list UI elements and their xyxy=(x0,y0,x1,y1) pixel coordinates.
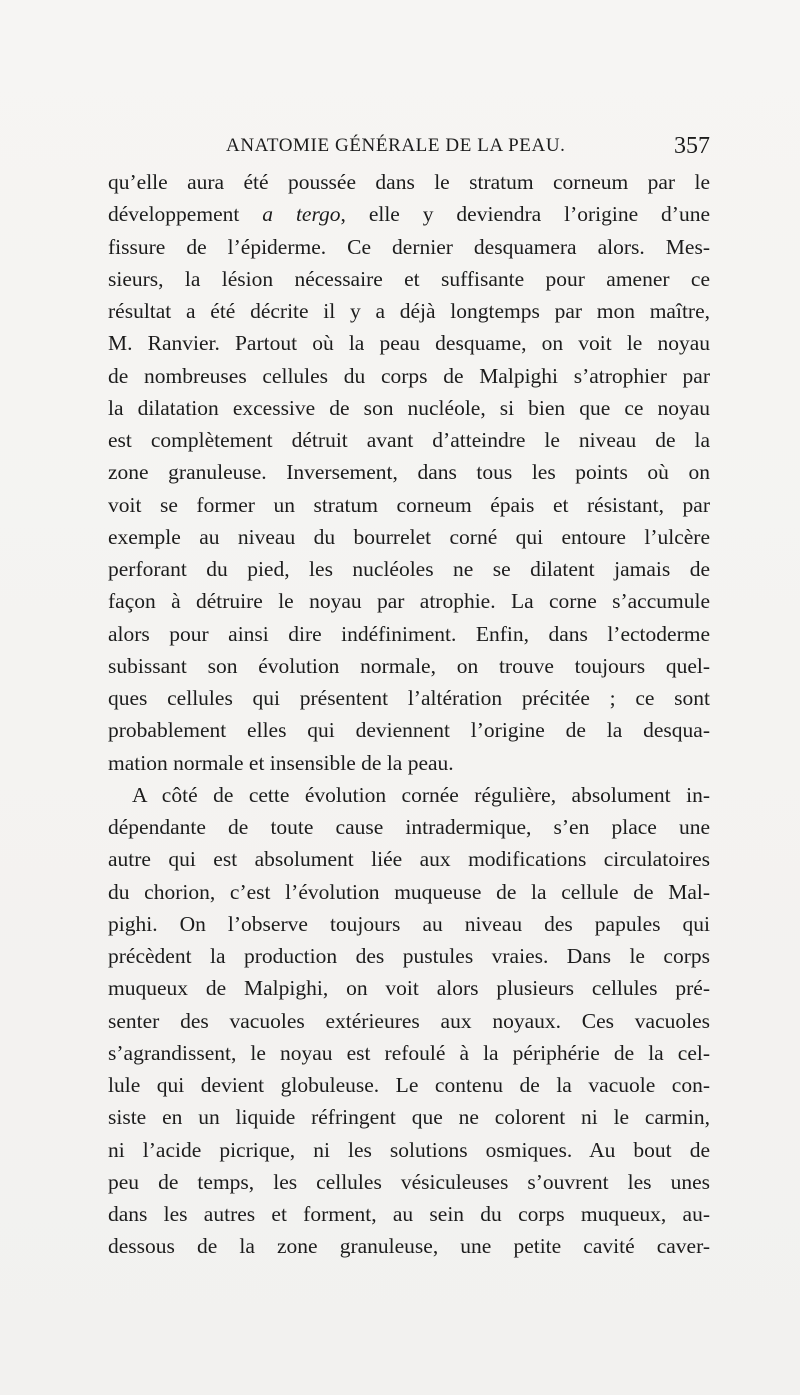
text-line: muqueux de Malpighi, on voit alors plusieurs cellules pré- xyxy=(108,976,710,1001)
text-line: senter des vacuoles extérieures aux noyaux. Ces vacuoles xyxy=(108,1008,710,1033)
text-line: est complètement détruit avant d’atteindre le niveau de la xyxy=(108,428,710,452)
text-line: alors pour ainsi dire indéfiniment. Enfin, dans l’ectoderme xyxy=(108,621,710,646)
text-line: façon à détruire le noyau par atrophie. La corne s’accumule xyxy=(108,589,710,614)
text-line: pighi. On l’observe toujours au niveau des papules qui xyxy=(108,911,710,936)
page-header xyxy=(108,135,710,165)
body-text xyxy=(108,166,710,1263)
text-line: s’agrandissent, le noyau est refoulé à la périphérie de la cel- xyxy=(108,1040,710,1065)
text-line: autre qui est absolument liée aux modifications circulatoires xyxy=(108,847,710,872)
text-line: exemple au niveau du bourrelet corné qui entoure l’ulcère xyxy=(108,524,710,549)
text-fragment: développement xyxy=(108,202,240,227)
page-number: 357 xyxy=(674,133,710,159)
text-line: subissant son évolution normale, on trouve toujours quel- xyxy=(108,653,710,678)
text-line: qu’elle aura été poussée dans le stratum corneum par le xyxy=(108,170,710,194)
text-line: probablement elles qui deviennent l’origine de la desqua- xyxy=(108,718,710,743)
text-line: lule qui devient globuleuse. Le contenu de la vacuole con- xyxy=(108,1073,710,1097)
text-line: résultat a été décrite il y a déjà longtemps par mon maître, xyxy=(108,299,710,323)
text-line: peu de temps, les cellules vésiculeuses s’ouvrent les unes xyxy=(108,1169,710,1194)
text-line: sieurs, la lésion nécessaire et suffisante pour amener ce xyxy=(108,266,710,291)
text-line: la dilatation excessive de son nucléole, si bien que ce noyau xyxy=(108,395,710,420)
text-line: dans les autres et forment, au sein du corps muqueux, au- xyxy=(108,1202,710,1226)
text-line: ques cellules qui présentent l’altération précitée ; ce sont xyxy=(108,686,710,710)
text-line: de nombreuses cellules du corps de Malpighi s’atrophier par xyxy=(108,363,710,388)
text-line: fissure de l’épiderme. Ce dernier desquamera alors. Mes- xyxy=(108,234,710,259)
text-line: du chorion, c’est l’évolution muqueuse de la cellule de Mal- xyxy=(108,879,710,904)
text-fragment: , elle y deviendra l’origine d’une xyxy=(340,202,710,227)
text-line: siste en un liquide réfringent que ne colorent ni le carmin, xyxy=(108,1105,710,1130)
text-line: zone granuleuse. Inversement, dans tous les points où on xyxy=(108,460,710,485)
italic-word: tergo xyxy=(295,202,341,227)
text-line xyxy=(108,198,710,230)
text-line: voit se former un stratum corneum épais et résistant, par xyxy=(108,492,710,517)
text-line: mation normale et insensible de la peau. xyxy=(108,750,454,775)
text-line: dépendante de toute cause intradermique, s’en place une xyxy=(108,815,710,839)
text-line: précèdent la production des pustules vraies. Dans le corps xyxy=(108,944,710,968)
text-line: A côté de cette évolution cornée régulière, absolument in- xyxy=(132,782,710,807)
text-line: dessous de la zone granuleuse, une petite cavité caver- xyxy=(108,1234,710,1259)
text-line: ni l’acide picrique, ni les solutions osmiques. Au bout de xyxy=(108,1137,710,1162)
text-line: M. Ranvier. Partout où la peau desquame, on voit le noyau xyxy=(108,331,710,356)
running-title: ANATOMIE GÉNÉRALE DE LA PEAU. xyxy=(226,135,566,156)
text-line: perforant du pied, les nucléoles ne se dilatent jamais de xyxy=(108,557,710,581)
italic-word: a xyxy=(262,202,274,227)
